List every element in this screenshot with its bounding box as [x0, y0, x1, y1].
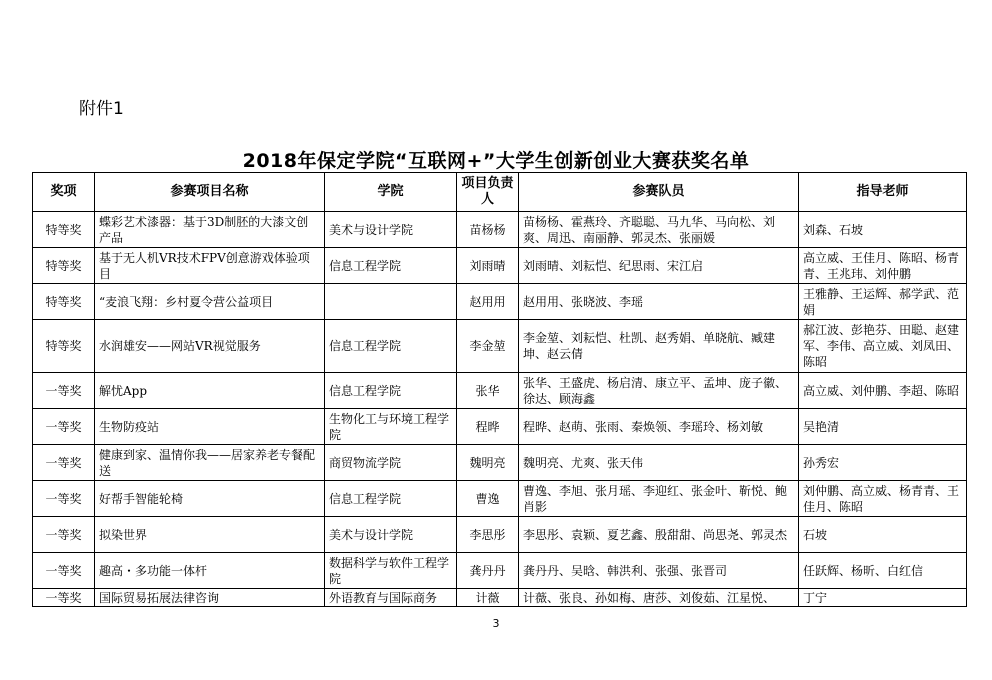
cell-leader: 魏明亮: [457, 445, 519, 481]
table-row: [33, 517, 967, 553]
cell-advisors: 石坡: [799, 517, 967, 553]
cell-college: 信息工程学院: [325, 248, 457, 284]
cell-college: 数据科学与软件工程学院: [325, 553, 457, 589]
table-row: [33, 409, 967, 445]
cell-leader: 张华: [457, 373, 519, 409]
cell-advisors: 郝江波、彭艳芬、田聪、赵建军、李伟、高立威、刘凤田、陈昭: [799, 320, 967, 373]
cell-college: 美术与设计学院: [325, 517, 457, 553]
cell-leader: 李思彤: [457, 517, 519, 553]
header-project: 参赛项目名称: [95, 173, 325, 212]
cell-advisors: 高立威、刘仲鹏、李超、陈昭: [799, 373, 967, 409]
cell-project: 水润雄安——网站VR视觉服务: [95, 320, 325, 373]
cell-award: 特等奖: [33, 248, 95, 284]
cell-college: 信息工程学院: [325, 373, 457, 409]
cell-award: 特等奖: [33, 284, 95, 320]
table-row: [33, 589, 967, 607]
cell-members: 曹逸、李旭、张月瑶、李迎红、张金叶、靳悦、鲍肖影: [519, 481, 799, 517]
cell-project: 基于无人机VR技术FPV创意游戏体验项目: [95, 248, 325, 284]
cell-advisors: 王雅静、王运辉、郝学武、范娟: [799, 284, 967, 320]
table-row: [33, 320, 967, 373]
cell-award: 一等奖: [33, 553, 95, 589]
cell-award: 一等奖: [33, 481, 95, 517]
cell-award: 特等奖: [33, 212, 95, 248]
cell-leader: 计薇: [457, 589, 519, 607]
cell-advisors: 刘仲鹏、高立威、杨青青、王佳月、陈昭: [799, 481, 967, 517]
cell-advisors: 高立威、王佳月、陈昭、杨青青、王兆玮、刘仲鹏: [799, 248, 967, 284]
cell-leader: 苗杨杨: [457, 212, 519, 248]
table-row: [33, 212, 967, 248]
cell-award: 一等奖: [33, 409, 95, 445]
table-row: [33, 445, 967, 481]
cell-members: 赵用用、张晓波、李瑶: [519, 284, 799, 320]
table-row: [33, 553, 967, 589]
cell-project: 蝶彩艺术漆器：基于3D制胚的大漆文创产品: [95, 212, 325, 248]
cell-award: 特等奖: [33, 320, 95, 373]
cell-advisors: 吴艳清: [799, 409, 967, 445]
cell-college: 信息工程学院: [325, 320, 457, 373]
cell-leader: 曹逸: [457, 481, 519, 517]
header-college: 学院: [325, 173, 457, 212]
cell-members: 程晔、赵萌、张雨、秦焕领、李瑶玲、杨刘敏: [519, 409, 799, 445]
awards-table: [32, 172, 967, 607]
cell-project: 生物防疫站: [95, 409, 325, 445]
cell-project: 拟染世界: [95, 517, 325, 553]
cell-project: 好帮手智能轮椅: [95, 481, 325, 517]
document-title: 2018年保定学院“互联网+”大学生创新创业大赛获奖名单: [242, 150, 750, 172]
cell-members: 龚丹丹、吴晗、韩洪利、张强、张晋司: [519, 553, 799, 589]
cell-award: 一等奖: [33, 517, 95, 553]
table-row: [33, 248, 967, 284]
cell-advisors: 孙秀宏: [799, 445, 967, 481]
cell-members: 李金堃、刘耘恺、杜凯、赵秀娟、单晓航、臧建坤、赵云倩: [519, 320, 799, 373]
table-header-row: [33, 173, 967, 212]
table-row: [33, 373, 967, 409]
cell-award: 一等奖: [33, 373, 95, 409]
cell-members: 计薇、张良、孙如梅、唐莎、刘俊茹、江星悦、: [519, 589, 799, 607]
cell-leader: 赵用用: [457, 284, 519, 320]
cell-project: 国际贸易拓展法律咨询: [95, 589, 325, 607]
cell-project: 解忧App: [95, 373, 325, 409]
header-advisors: 指导老师: [799, 173, 967, 212]
header-members: 参赛队员: [519, 173, 799, 212]
cell-members: 魏明亮、尤爽、张天伟: [519, 445, 799, 481]
cell-college: 生物化工与环境工程学院: [325, 409, 457, 445]
cell-college: 外语教育与国际商务: [325, 589, 457, 607]
page-number: 3: [492, 617, 500, 630]
cell-leader: 程晔: [457, 409, 519, 445]
cell-members: 苗杨杨、霍燕玲、齐聪聪、马九华、马向松、刘爽、周迅、南丽静、郭灵杰、张丽媛: [519, 212, 799, 248]
attachment-label: 附件1: [79, 99, 124, 119]
cell-project: “麦浪飞翔：乡村夏令营公益项目: [95, 284, 325, 320]
cell-college: [325, 284, 457, 320]
cell-college: 美术与设计学院: [325, 212, 457, 248]
cell-leader: 刘雨晴: [457, 248, 519, 284]
table-row: [33, 284, 967, 320]
cell-award: 一等奖: [33, 445, 95, 481]
header-leader: 项目负责人: [457, 173, 519, 212]
cell-college: 信息工程学院: [325, 481, 457, 517]
cell-members: 刘雨晴、刘耘恺、纪思雨、宋江启: [519, 248, 799, 284]
cell-advisors: 刘森、石坡: [799, 212, 967, 248]
cell-project: 健康到家、温情你我——居家养老专餐配送: [95, 445, 325, 481]
cell-leader: 龚丹丹: [457, 553, 519, 589]
header-award: 奖项: [33, 173, 95, 212]
table-row: [33, 481, 967, 517]
cell-advisors: 任跃辉、杨昕、白红信: [799, 553, 967, 589]
cell-members: 李思彤、袁颖、夏艺鑫、殷甜甜、尚思尧、郭灵杰: [519, 517, 799, 553]
cell-advisors: 丁宁: [799, 589, 967, 607]
cell-award: 一等奖: [33, 589, 95, 607]
cell-college: 商贸物流学院: [325, 445, 457, 481]
cell-leader: 李金堃: [457, 320, 519, 373]
cell-project: 趣高・多功能一体杆: [95, 553, 325, 589]
cell-members: 张华、王盛虎、杨启清、康立平、孟坤、庞子徽、徐达、顾海鑫: [519, 373, 799, 409]
